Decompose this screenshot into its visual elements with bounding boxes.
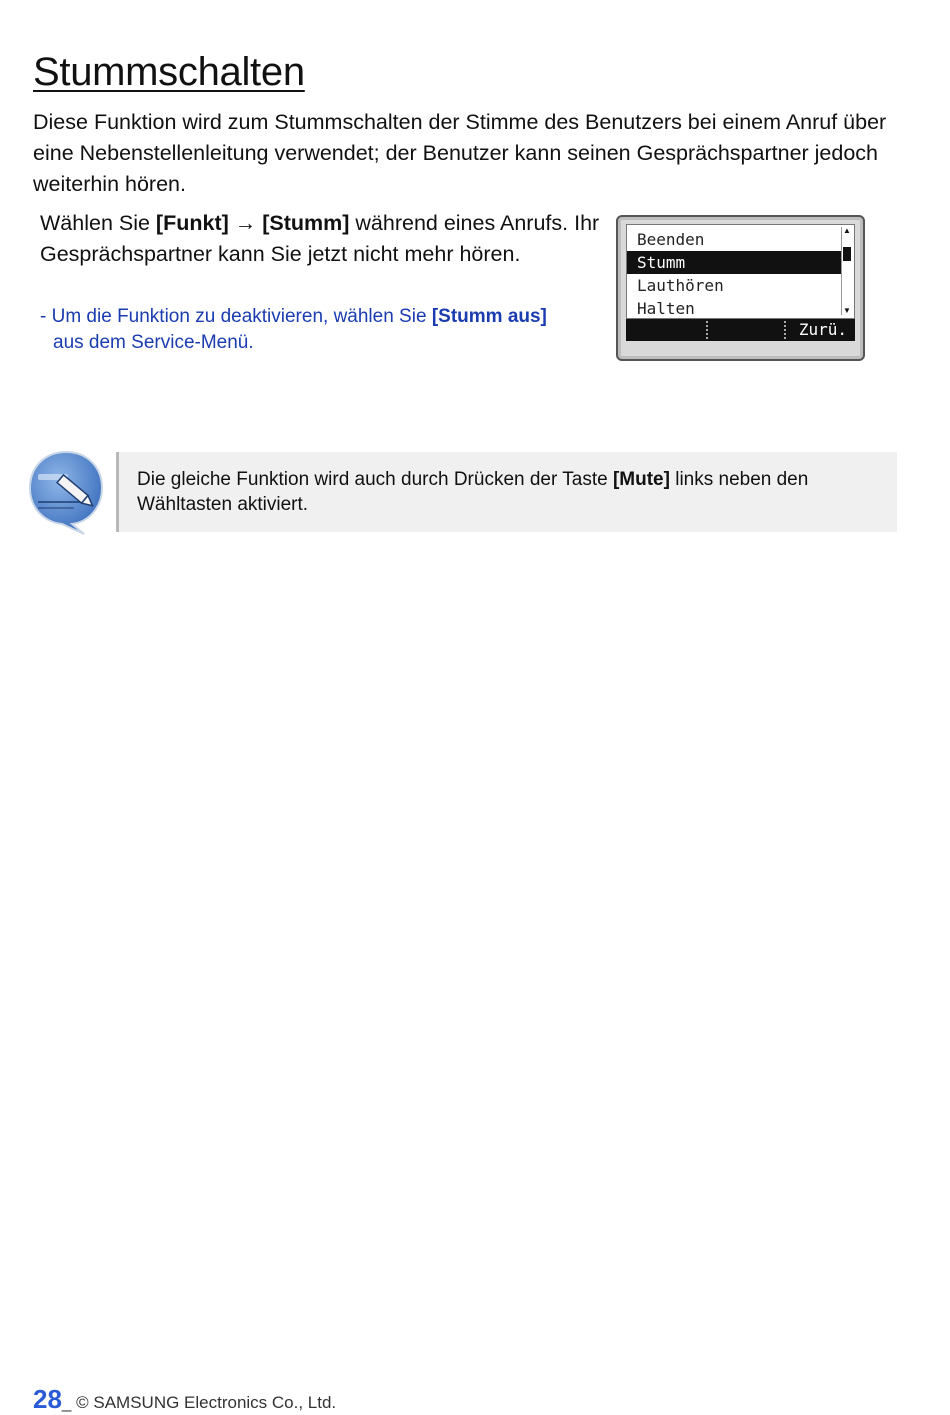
- scroll-thumb: [843, 247, 851, 261]
- menu-item-stumm: Stumm: [627, 251, 842, 274]
- hint-text: [137, 467, 882, 517]
- phone-display-illustration: [616, 215, 865, 361]
- menu-item-halten: Halten: [637, 299, 695, 318]
- phone-screen: [626, 224, 855, 319]
- page-footer: [33, 1384, 336, 1415]
- note-suffix: aus dem Service-Menü.: [53, 332, 254, 353]
- menu-item-beenden: Beenden: [637, 230, 705, 249]
- instruction-suffix: während eines Anrufs. Ihr Gesprächspartner kann Sie jetzt nicht mehr hören.: [40, 211, 600, 266]
- footer-separator: _: [61, 1393, 77, 1412]
- page-number: 28: [33, 1384, 62, 1414]
- softkey-bar: [626, 319, 855, 341]
- key-stumm-aus: [Stumm aus]: [431, 306, 547, 327]
- scroll-down-icon: ▼: [843, 306, 851, 315]
- intro-paragraph: Diese Funktion wird zum Stummschalten der Stimme des Benutzers bei einem Anruf über eine Nebenstellenleitung verwendet; der Benutzer kann seinen Gesprächspartner jedoch weiterhin hören.: [33, 110, 887, 196]
- softkey-divider: [706, 321, 708, 339]
- key-funkt: [Funkt]: [155, 211, 229, 235]
- hint-suffix: links neben den Wähltasten aktiviert.: [137, 469, 809, 515]
- key-stumm: [Stumm]: [262, 211, 350, 235]
- scroll-up-icon: ▲: [843, 226, 851, 235]
- instruction-paragraph: [40, 208, 610, 270]
- note-pencil-icon: [24, 448, 106, 536]
- key-mute: [Mute]: [612, 469, 670, 490]
- note-prefix: - Um die Funktion zu deaktivieren, wählen Sie: [40, 306, 432, 327]
- instruction-prefix: Wählen Sie: [40, 211, 156, 235]
- softkey-divider: [784, 321, 786, 339]
- deactivate-note: [40, 304, 600, 356]
- arrow-icon: →: [228, 211, 263, 235]
- menu-item-lauthoeren: Lauthören: [637, 276, 724, 295]
- page-title: Stummschalten: [33, 50, 305, 94]
- copyright: © SAMSUNG Electronics Co., Ltd.: [76, 1393, 337, 1412]
- hint-prefix: Die gleiche Funktion wird auch durch Drücken der Taste: [137, 469, 613, 490]
- phone-scrollbar: [841, 227, 852, 315]
- softkey-back: Zurü.: [798, 320, 847, 339]
- hint-box: [116, 452, 897, 532]
